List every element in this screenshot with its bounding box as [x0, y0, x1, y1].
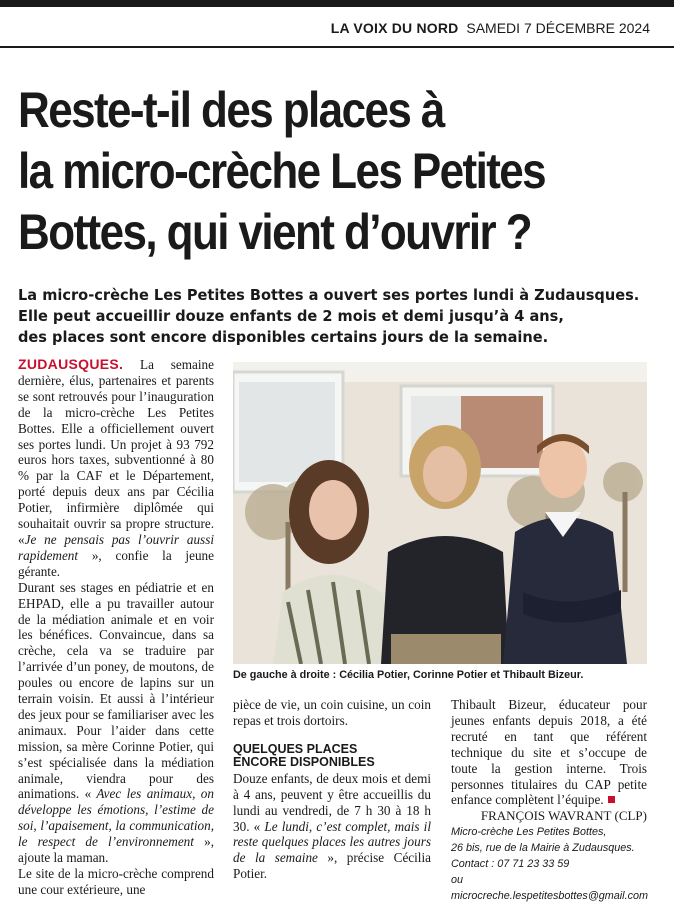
dateline: ZUDAUSQUES. [18, 356, 124, 372]
lead-paragraph [18, 285, 640, 348]
contact-line: Micro-crèche Les Petites Bottes, [451, 826, 607, 839]
lead-line: des places sont encore disponibles certains jours de la semaine. [18, 328, 549, 346]
subheading: QUELQUES PLACES ENCORE DISPONIBLES [233, 741, 375, 769]
lead-line: Elle peut accueillir douze enfants de 2 mois et demi jusqu’à 4 ans, [18, 307, 564, 325]
newspaper-name: LA VOIX DU NORD [330, 20, 459, 36]
article-photo [233, 362, 647, 664]
paragraph-team: Thibault Bizeur, éducateur pour jeunes enfants depuis 2018, a été recruté en tant que référent technique du site et s’occupe de toute la gestion interne. Trois personnes titulaires du CAP petite enfance complètent l’équipe. [451, 697, 647, 808]
quote: Avec les animaux, on développe les émotions, l’estime de soi, l’apaisement, la communication, le respect de l’environnement [18, 786, 214, 850]
headline-line: Reste-t-il des places à [18, 82, 444, 138]
issue-date: SAMEDI 7 DÉCEMBRE 2024 [466, 20, 650, 36]
paragraph-site-continued: pièce de vie, un coin cuisine, un coin repas et trois dortoirs. [233, 697, 431, 728]
headline-line: Bottes, qui vient d’ouvrir ? [18, 204, 532, 260]
contact-line: ou microcreche.lespetitesbottes@gmail.com [451, 874, 648, 903]
byline: FRANÇOIS WAVRANT (CLP) [480, 808, 647, 824]
paragraph-animals: Durant ses stages en pédiatrie et en EHPAD, elle a pu travailler autour de la médiation animale et en voir les bénéfices. Convaincue, dans sa crèche, cela va se traduire par l’arrivée d’un poney, de moutons, de poules ou encore de lapins sur un terrain voisin. Et aussi à l’intérieur des jeux pour se familiariser avec les animaux. Pour l’aider dans cette mission, sa mère Corinne Potier, qui s’est spécialisée dans la médiation animale, viendra pour des animations. « Avec les animaux, on développe les émotions, l’estime de soi, l’apaisement, la communication, le respect de l’environnement », ajoute la maman. [18, 579, 214, 866]
top-rule [0, 0, 674, 7]
headline [18, 80, 581, 263]
header-rule [0, 46, 674, 48]
article-column-3 [451, 697, 647, 904]
contact-info [451, 824, 647, 904]
quote: Le lundi, c’est complet, mais il reste quelques places les autres jours de la semaine [233, 818, 431, 866]
lead-line: La micro-crèche Les Petites Bottes a ouvert ses portes lundi à Zudausques. [18, 286, 640, 304]
headline-line: la micro-crèche Les Petites [18, 143, 546, 199]
contact-line: 26 bis, rue de la Mairie à Zudausques. [451, 842, 635, 855]
paragraph-places: Douze enfants, de deux mois et demi à 4 ans, peuvent y être accueillis du lundi au vendredi, de 7 h 30 à 18 h 30. « Le lundi, c’est complet, mais il reste quelques places les autres jours de la semaine », précise Cécilia Potier. [233, 770, 431, 882]
page-header [0, 16, 650, 40]
photo-caption: De gauche à droite : Cécilia Potier, Corinne Potier et Thibault Bizeur. [233, 669, 584, 681]
contact-line: Contact : 07 71 23 33 59 [451, 858, 570, 871]
paragraph-intro: ZUDAUSQUES. La semaine dernière, élus, partenaires et parents se sont retrouvés pour l’inauguration de la micro-crèche Les Petites Bottes. Elle a officiellement ouvert ses portes lundi. Un projet à 93 792 euros hors taxes, subventionné à 80 % par la CAF et le Département, porté depuis deux ans par Cécilia Potier, infirmière diplômée qui souhaitait ouvrir sa propre structure. «Je ne pensais pas l’ouvrir aussi rapidement », confie la jeune gérante. [18, 356, 214, 579]
article-column-1 [18, 357, 214, 898]
quote: Je ne pensais pas l’ouvrir aussi rapidement [18, 531, 214, 563]
paragraph-site: Le site de la micro-crèche comprend une cour extérieure, une [18, 866, 214, 897]
article-column-2 [233, 697, 431, 882]
end-mark-icon [608, 796, 615, 803]
